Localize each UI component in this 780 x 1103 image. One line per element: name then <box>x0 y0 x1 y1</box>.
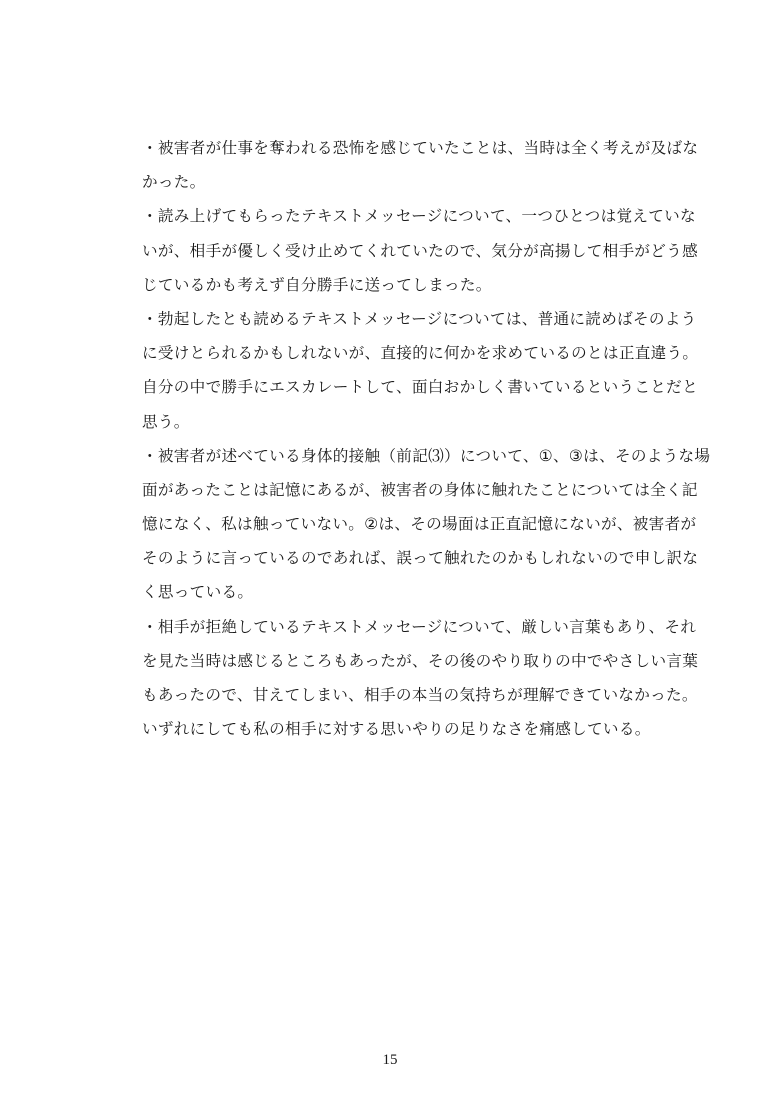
text-line: ・相手が拒絶しているテキストメッセージについて、厳しい言葉もあり、それ <box>142 617 697 636</box>
text-line: 面があったことは記憶にあるが、被害者の身体に触れたことについては全く記 <box>142 480 698 499</box>
text-line: に受けとられるかもしれないが、直接的に何かを求めているのとは正直違う。 <box>142 344 699 363</box>
text-line: 思う。 <box>142 412 190 431</box>
text-line: ・被害者が述べている身体的接触（前記⑶）について、①、③は、そのような場 <box>142 446 711 465</box>
text-line: もあったので、甘えてしまい、相手の本当の気持ちが理解できていなかった。 <box>142 686 698 704</box>
text-line: ・被害者が仕事を奪われる恐怖を感じていたことは、当時は全く考えが及ばな <box>142 139 699 157</box>
text-line: かった。 <box>142 173 206 192</box>
page-number: 15 <box>382 1052 398 1068</box>
text-line: く思っている。 <box>142 583 254 602</box>
text-line: ・勃起したとも読めるテキストメッセージについては、普通に読めばそのよう <box>142 309 697 328</box>
text-line: 自分の中で勝手にエスカレートして、面白おかしく書いているということだと <box>142 378 698 397</box>
text-line: いずれにしても私の相手に対する思いやりの足りなさを痛感している。 <box>142 720 651 739</box>
statement-body <box>142 131 718 746</box>
text-line: いが、相手が優しく受け止めてくれていたので、気分が高揚して相手がどう感 <box>142 241 698 260</box>
text-line: ・読み上げてもらったテキストメッセージについて、一つひとつは覚えていな <box>142 207 696 226</box>
text-line: 憶になく、私は触っていない。②は、その場面は正直記憶にないが、被害者が <box>142 515 697 534</box>
text-line: じているかも考えず自分勝手に送ってしまった。 <box>142 275 492 294</box>
text-line: そのように言っているのであれば、誤って触れたのかもしれないので申し訳な <box>142 549 699 568</box>
text-line: を見た当時は感じるところもあったが、その後のやり取りの中でやさしい言葉 <box>142 651 699 670</box>
